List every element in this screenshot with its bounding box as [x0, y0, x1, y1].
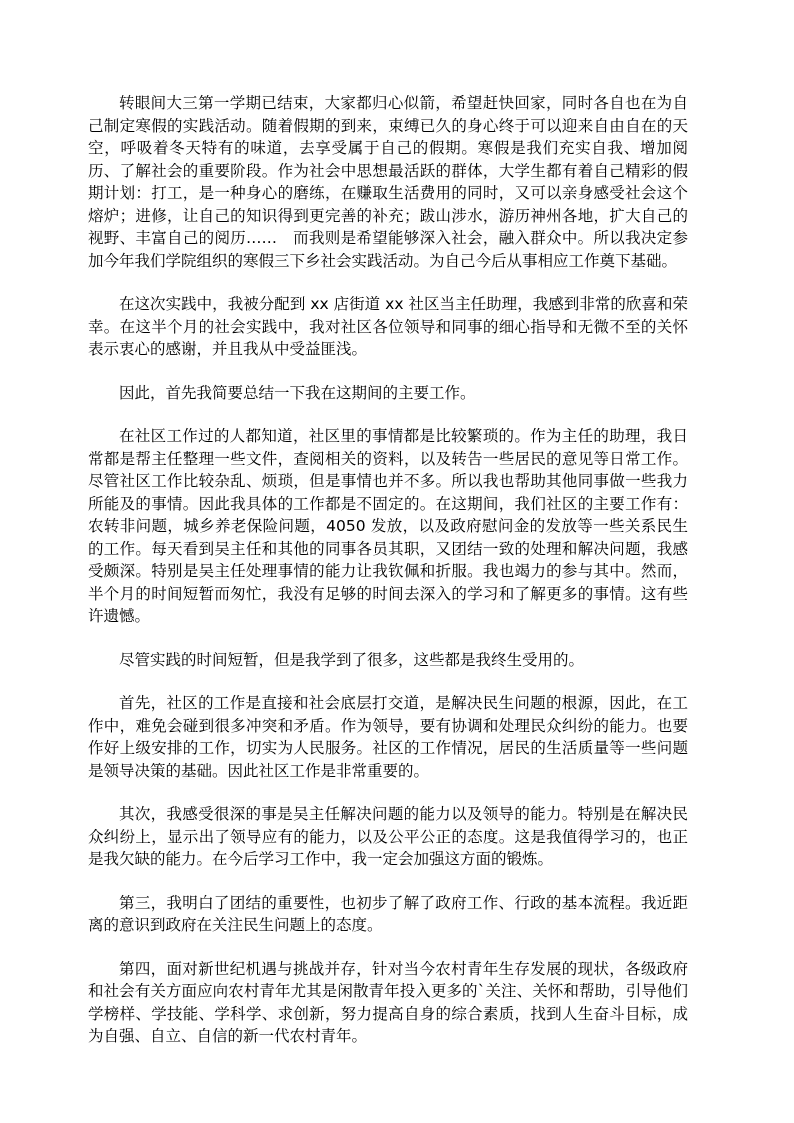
paragraph-lesson-second: 其次，我感受很深的事是吴主任解决问题的能力以及领导的能力。特别是在解决民众纠纷上，显示出了领导应有的能力，以及公平公正的态度。这是我值得学习的，也正是我欠缺的能力。在今后学习工作中，我一定会加强这方面的锻炼。 [88, 805, 688, 868]
paragraph-lesson-fourth: 第四，面对新世纪机遇与挑战并存，针对当今农村青年生存发展的现状，各级政府和社会有关方面应向农村青年尤其是闲散青年投入更多的`关注、关怀和帮助，引导他们学榜样、学技能、学科学、求创新，努力提高自身的综合素质，找到人生奋斗目标，成为自强、自立、自信的新一代农村青年。 [88, 959, 688, 1045]
paragraph-lesson-third: 第三，我明白了团结的重要性，也初步了解了政府工作、行政的基本流程。我近距离的意识到政府在关注民生问题上的态度。 [88, 893, 688, 934]
paragraph-work-details: 在社区工作过的人都知道，社区里的事情都是比较繁琐的。作为主任的助理，我日常都是帮主任整理一些文件，查阅相关的资料，以及转告一些居民的意见等日常工作。尽管社区工作比较杂乱、烦琐，但是事情也并不多。所以我也帮助其他同事做一些我力所能及的事情。因此我具体的工作都是不固定的。在这期间，我们社区的主要工作有：农转非问题，城乡养老保险问题，4050 发放，以及政府慰问金的发放等一些关系民生的工作。每天看到吴主任和其他的同事各员其职，又团结一致的处理和解决问题，我感受颇深。特别是吴主任处理事情的能力让我钦佩和折服。我也竭力的参与其中。然而，半个月的时间短暂而匆忙，我没有足够的时间去深入的学习和了解更多的事情。这有些许遗憾。 [88, 427, 688, 625]
document-body [88, 92, 688, 1069]
paragraph-lessons-lead: 尽管实践的时间短暂，但是我学到了很多，这些都是我终生受用的。 [119, 650, 585, 669]
paragraph-intro: 转眼间大三第一学期已结束，大家都归心似箭，希望赶快回家，同时各自也在为自己制定寒假的实践活动。随着假期的到来，束缚已久的身心终于可以迎来自由自在的天空，呼吸着冬天特有的味道，去享受属于自己的假期。寒假是我们充实自我、增加阅历、了解社会的重要阶段。作为社会中思想最活跃的群体，大学生都有着自己精彩的假期计划：打工，是一种身心的磨练，在赚取生活费用的同时，又可以亲身感受社会这个熔炉；进修，让自己的知识得到更完善的补充；跋山涉水，游历神州各地，扩大自己的视野、丰富自己的阅历…… 而我则是希望能够深入社会，融入群众中。所以我决定参加今年我们学院组织的寒假三下乡社会实践活动。为自己今后从事相应工作奠下基础。 [88, 94, 688, 270]
paragraph-lesson-first: 首先，社区的工作是直接和社会底层打交道，是解决民生问题的根源，因此，在工作中，难免会碰到很多冲突和矛盾。作为领导，要有协调和处理民众纠纷的能力。也要作好上级安排的工作，切实为人民服务。社区的工作情况，居民的生活质量等一些问题是领导决策的基础。因此社区工作是非常重要的。 [88, 694, 688, 780]
paragraph-assignment: 在这次实践中，我被分配到 xx 店街道 xx 社区当主任助理，我感到非常的欣喜和荣幸。在这半个月的社会实践中，我对社区各位领导和同事的细心指导和无微不至的关怀表示衷心的感谢，并且我从中受益匪浅。 [88, 295, 688, 358]
paragraph-summary-lead: 因此，首先我简要总结一下我在这期间的主要工作。 [119, 383, 476, 402]
